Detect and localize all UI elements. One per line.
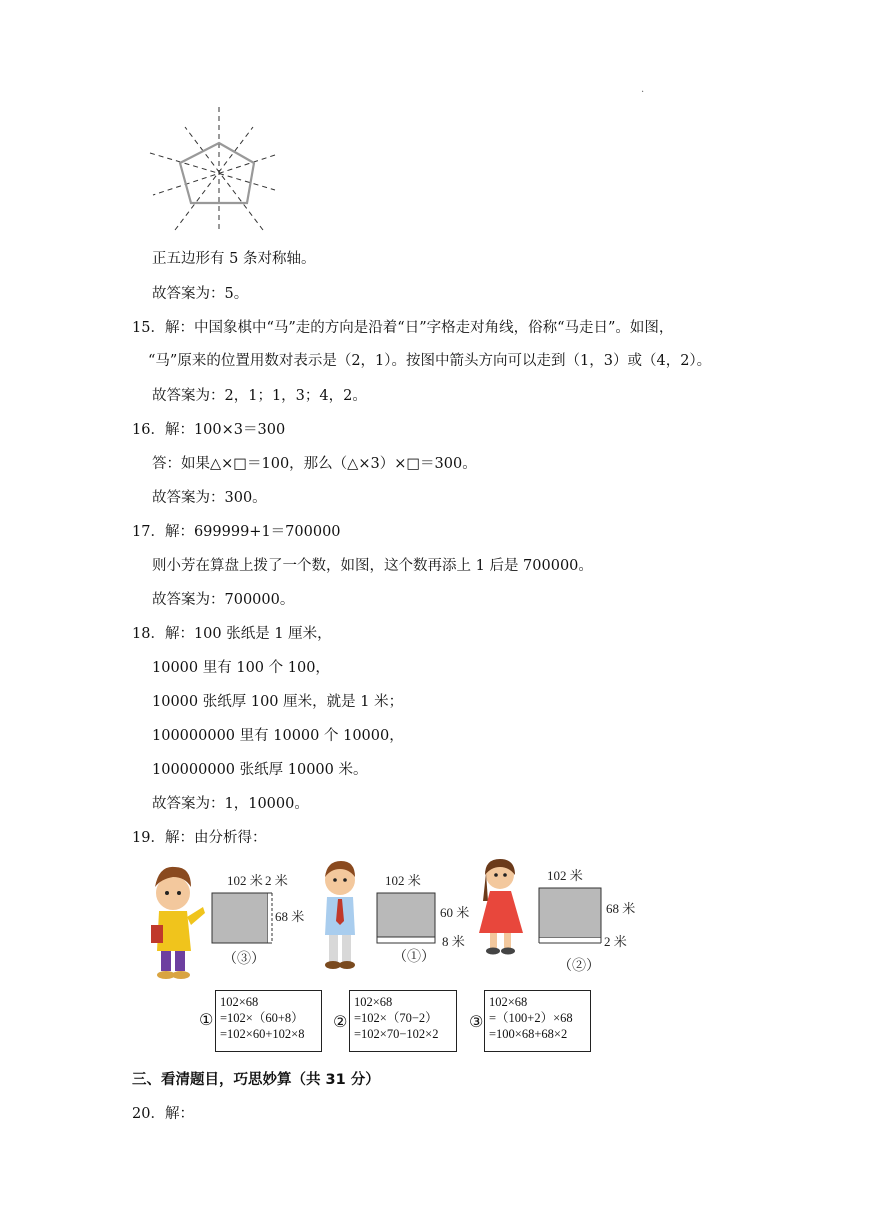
formula-line: 102×68 xyxy=(220,995,259,1009)
text-line: 故答案为：300。 xyxy=(152,490,267,506)
rect1-caption: （③） xyxy=(223,952,265,967)
formula-marker-1: ① xyxy=(199,1010,214,1029)
text-line: 答：如果△×□＝100，那么（△×3）×□＝300。 xyxy=(152,456,477,472)
boy-yellow-jacket-illustration xyxy=(151,867,205,979)
text-line: 15．解：中国象棋中“马”走的方向是沿着“日”字格走对角线，俗称“马走日”。如图， xyxy=(132,320,674,336)
rect3-top-label: 102 米 xyxy=(547,868,583,883)
text-line: 16．解：100×3＝300 xyxy=(132,422,286,438)
rect2-extra-label: 8 米 xyxy=(442,934,465,949)
formula-line: =102×70−102×2 xyxy=(354,1027,439,1041)
text-line: 20．解： xyxy=(132,1106,194,1122)
girl-red-dress-illustration xyxy=(479,859,523,955)
section-heading: 三、看清题目，巧思妙算（共 31 分） xyxy=(132,1072,380,1088)
formula-line: =102×（60+8） xyxy=(220,1011,304,1025)
formula-line: 102×68 xyxy=(489,995,528,1009)
text-line: 100000000 张纸厚 10000 米。 xyxy=(152,762,368,778)
formula-marker-3: ③ xyxy=(469,1012,484,1031)
text-line: 10000 张纸厚 100 厘米，就是 1 米； xyxy=(152,694,404,710)
text-line: 17．解：699999+1＝700000 xyxy=(132,524,341,540)
formula-line: =102×（70−2） xyxy=(354,1011,438,1025)
formula-box-1 xyxy=(215,990,322,1052)
formula-box-2 xyxy=(349,990,457,1052)
formula-line: =100×68+68×2 xyxy=(489,1027,568,1041)
formula-line: =102×60+102×8 xyxy=(220,1027,305,1041)
rect3-side-label: 68 米 xyxy=(606,901,636,916)
rect1-top-label: 102 米 xyxy=(227,873,263,888)
formula-box-3 xyxy=(484,990,591,1052)
area-problem-figure xyxy=(145,855,645,990)
rect3-extra-label: 2 米 xyxy=(604,934,627,949)
formula-line: =（100+2）×68 xyxy=(489,1011,573,1025)
rect3-caption: （②） xyxy=(558,959,600,974)
rect2-side-label: 60 米 xyxy=(440,905,470,920)
rect2-top-label: 102 米 xyxy=(385,873,421,888)
text-line: 正五边形有 5 条对称轴。 xyxy=(152,251,316,267)
text-line: 故答案为：1，10000。 xyxy=(152,796,309,812)
text-line: 10000 里有 100 个 100， xyxy=(152,660,330,676)
text-line: 100000000 里有 10000 个 10000， xyxy=(152,728,404,744)
text-line: 18．解：100 张纸是 1 厘米， xyxy=(132,626,332,642)
text-line: 故答案为：5。 xyxy=(152,286,249,302)
text-line: “马”原来的位置用数对表示是（2，1）。按图中箭头方向可以走到（1，3）或（4，2）。 xyxy=(148,353,712,369)
page-mark: . xyxy=(641,84,645,95)
text-line: 则小芳在算盘上拨了一个数，如图，这个数再添上 1 后是 700000。 xyxy=(152,558,593,574)
rect1-extra-label: 2 米 xyxy=(265,873,288,888)
formula-line: 102×68 xyxy=(354,995,393,1009)
pentagon-symmetry-figure xyxy=(145,105,280,235)
rect1-side-label: 68 米 xyxy=(275,909,305,924)
text-line: 19．解：由分析得： xyxy=(132,830,267,846)
text-line: 故答案为：2，1；1，3；4，2。 xyxy=(152,388,367,404)
formula-marker-2: ② xyxy=(333,1012,348,1031)
rect2-caption: （①） xyxy=(393,950,435,965)
boy-with-tie-illustration xyxy=(325,861,355,969)
text-line: 故答案为：700000。 xyxy=(152,592,295,608)
